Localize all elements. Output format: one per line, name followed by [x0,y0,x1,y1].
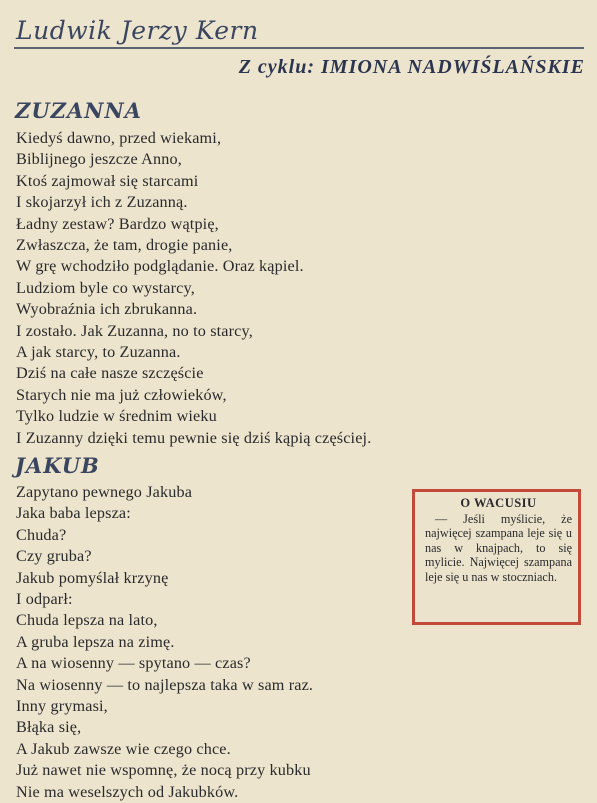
verse-line: Ładny zestaw? Bardzo wątpię, [16,214,219,233]
verse-line: I zostało. Jak Zuzanna, no to starcy, [16,321,253,340]
header-divider [14,47,584,49]
verse-line: Chuda? [16,525,67,544]
verse-line: A gruba lepsza na zimę. [16,632,175,651]
verse-line: Ktoś zajmował się starcami [16,171,199,190]
verse-line: I odparł: [16,590,73,609]
poem-title-jakub: JAKUB [15,453,100,478]
verse-line: Wyobraźnia ich zbrukanna. [16,300,198,319]
verse-line: Chuda lepsza na lato, [16,611,158,630]
verse-line: W grę wchodziło podglądanie. Oraz kąpiel. [16,257,304,276]
verse-line: Zapytano pewnego Jakuba [16,483,193,501]
verse-line: A Jakub zawsze wie czego chce. [16,739,231,758]
verse-line: A jak starcy, to Zuzanna. [16,343,181,362]
verse-line: Jakub pomyślał krzynę [16,568,169,587]
sidebox-title: O WACUSIU [460,496,537,510]
verse-line: Jaka baba lepsza: [16,504,131,523]
verse-line: Kiedyś dawno, przed wiekami, [16,129,222,147]
verse-line: Już nawet nie wspomnę, że nocą przy kubku [16,761,311,780]
author-signature: Ludwik Jerzy Kern [16,16,259,45]
verse-line: A na wiosenny — spytano — czas? [16,654,251,673]
verse-line: I Zuzanny dzięki temu pewnie się dziś kąpią częściej. [16,428,372,447]
verse-line: Błąka się, [16,718,82,737]
verse-line: Biblijnego jeszcze Anno, [16,150,182,169]
verse-line: Dziś na całe nasze szczęście [16,364,204,383]
cycle-title: Z cyklu: IMIONA NADWIŚLAŃSKIE [238,56,585,78]
poem-jakub-verses [16,482,313,803]
verse-line: Starych nie ma już człowieków, [16,385,227,404]
verse-line: Czy gruba? [16,547,92,566]
verse-line: Zwłaszcza, że tam, drogie panie, [16,236,233,255]
sidebar-joke-box [412,489,581,625]
poem-zuzanna-verses [16,128,371,449]
verse-line: Tylko ludzie w średnim wieku [16,407,217,426]
verse-line: Na wiosenny — to najlepsza taka w sam raz. [16,675,314,694]
poem-title-zuzanna: ZUZANNA [15,98,142,123]
verse-line: Inny grymasi, [16,697,108,716]
sidebox-text: — Jeśli myślicie, że najwięcej szampana leje się u nas w knajpach, to się mylicie. Najwięcej szampana leje się u nas w stoczniach. [425,512,572,584]
verse-line: I skojarzył ich z Zuzanną. [16,193,188,212]
verse-line: Ludziom byle co wystarcy, [16,278,195,297]
verse-line: Nie ma weselszych od Jakubków. [16,782,239,801]
